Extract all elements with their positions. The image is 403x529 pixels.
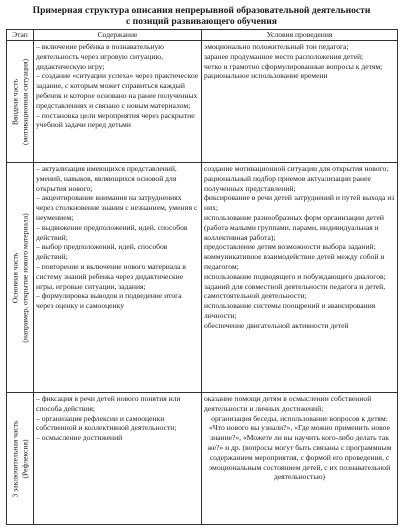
content-item: – выдвижение предположений, идей, способов действий; (36, 222, 188, 242)
condition-item: рациональное использование времени (204, 71, 328, 81)
condition-item: предоставление детям возможности выбора заданий; (204, 242, 376, 252)
stage-name: Вводная часть (10, 78, 20, 125)
title-line-2: с позиций развивающего обучения (126, 16, 277, 27)
header-row (7, 30, 398, 41)
condition-item: оказание помощи детям в осмыслении собственной деятельности и личных достижений; (204, 394, 372, 413)
condition-item: обеспечение двигательной активности детей (204, 320, 349, 330)
header-content: Содержание (34, 30, 202, 41)
table-row (7, 393, 398, 525)
content-item: – повторение и включение нового материала в систему знаний ребенка через дидактические игры, игровые ситуации, задания; (36, 261, 186, 291)
conditions-cell (202, 163, 398, 393)
content-item: – фиксация в речи детей нового понятия или способа действия; (36, 394, 181, 413)
condition-item: использование разнообразных форм организации детей (работа малыми группами, парами, индивидуальная и коллективная работа); (204, 212, 384, 242)
stage-cell (7, 393, 34, 525)
title-line-1: Примерная структура описания непрерывной образовательной деятельности (32, 5, 371, 16)
table-row (7, 41, 398, 163)
content-item: – актуализация имеющихся представлений, умений, навыков, являющихся основой для открытия нового; (36, 164, 177, 193)
condition-item: организация беседы, использование вопросов к детям: «Что нового вы узнали?», «Где можно применить новое знание?», «Можете ли вы научить кого-либо делать так же?» и др. (вопросы могут быть связаны с программным содержанием мероприятия, с формой его проведения, с эмоциональным состоянием детей, с их познавательной деятельностью) (207, 413, 392, 482)
stage-name: 3 заключительная часть (10, 420, 20, 497)
page-title (10, 5, 393, 27)
conditions-cell (202, 393, 398, 525)
condition-item: использование подводящего и побуждающего диалогов; заданий для совместной деятельности педагога и детей, самостоятельной деятельности; (204, 271, 386, 301)
table-row (7, 163, 398, 393)
condition-item: создание мотивационной ситуации для открытия нового; (204, 164, 389, 173)
content-item: – организация рефлексии и самооценки собственной и коллективной деятельности; (36, 413, 177, 433)
content-cell (34, 393, 202, 525)
stage-label (11, 420, 30, 497)
stage-label (11, 59, 30, 145)
stage-note: (мотивационная ситуация) (20, 58, 29, 145)
content-item: – осмысление достижений (36, 433, 123, 443)
condition-item: эмоционально положительный тон педагога; (204, 42, 349, 51)
stage-cell (7, 41, 34, 163)
stage-label (11, 213, 30, 342)
content-item: – создание «ситуации успеха» через практическое задание, с которым может справиться каждый ребенок и которое основано на ранее полученных представлениях и связано с новым материалом; (36, 71, 199, 110)
content-item: – включение ребёнка в познавательную деятельность через игровую ситуацию, дидактическую игру; (36, 42, 164, 71)
structure-table (6, 29, 398, 525)
content-cell (34, 41, 202, 163)
stage-name: Основная часть (10, 252, 20, 303)
condition-item: рациональный подбор приемов актуализации ранее полученных представлений; (204, 173, 371, 193)
content-item: – выбор предположений, идей, способов действий; (36, 242, 168, 262)
content-cell (34, 163, 202, 393)
header-conditions: Условия проведения (202, 30, 398, 41)
condition-item: фиксирование в речи детей затруднений и путей выхода из них; (204, 193, 395, 213)
stage-note: (Рефлексия) (20, 439, 29, 478)
stage-cell (7, 163, 34, 393)
conditions-cell (202, 41, 398, 163)
condition-item: коммуникативное взаимодействие детей между собой и педагогом; (204, 252, 385, 271)
header-stage: Этап (7, 30, 34, 41)
condition-item: заранее продуманное место расположения детей; (204, 51, 364, 61)
content-item: – акцентирование внимания на затруднениях через столкновение знания с незнанием, умения с неумением; (36, 193, 198, 222)
condition-item: использование системы поощрений и авансирования личности; (204, 301, 376, 320)
condition-item: четко и грамотно сформулированные вопросы к детям; (204, 61, 383, 71)
stage-note: (например, открытие нового материала) (20, 212, 29, 343)
content-item: – постановка цели мероприятия через раскрытие учебной задачи перед детьми (36, 110, 195, 130)
content-item: – формулировка выводов и подведение итога через оценку и самооценку (36, 291, 182, 311)
